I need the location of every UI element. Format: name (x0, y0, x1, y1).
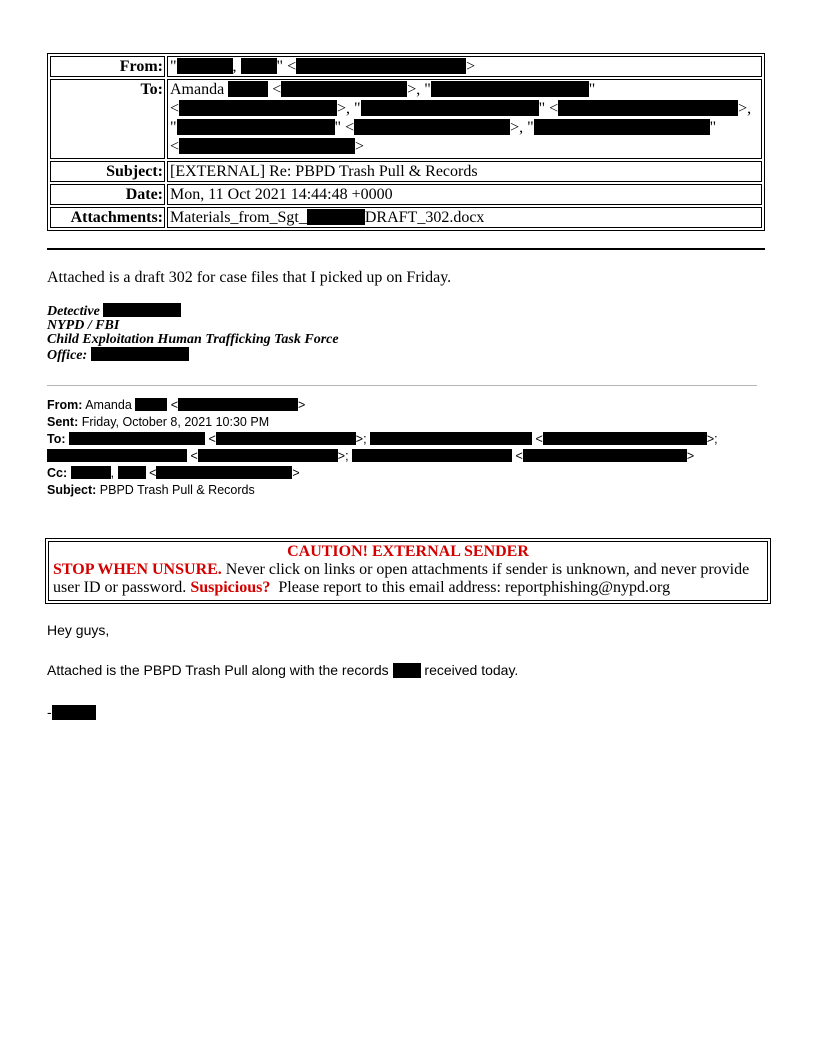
fwd-subject-label: Subject: (47, 483, 97, 497)
fwd-subject-value: PBPD Trash Pull & Records (99, 483, 255, 497)
subject-label: Subject: (50, 161, 165, 182)
redaction (281, 81, 407, 97)
subject-row (50, 161, 762, 182)
redaction (307, 209, 365, 225)
to-value: Amanda < >, " " < >, " " < >, " " < >, " " < > (167, 79, 762, 159)
warning-title: CAUTION! EXTERNAL SENDER (287, 543, 529, 560)
redaction (241, 58, 277, 74)
quoted-message-divider (47, 385, 757, 386)
warning-suspicious: Suspicious? (190, 579, 271, 596)
date-label: Date: (50, 184, 165, 205)
warning-text-2: user ID or password. (53, 579, 191, 596)
signature-task-force: Child Exploitation Human Trafficking Task Force (47, 332, 339, 347)
signature-title: Detective (47, 304, 100, 319)
redaction (354, 119, 510, 135)
to-label: To: (50, 79, 165, 159)
redaction (558, 100, 738, 116)
redaction (534, 119, 710, 135)
attachments-value[interactable] (167, 207, 762, 228)
redaction (352, 449, 512, 462)
fwd-from-value: Amanda (85, 398, 132, 412)
fwd-from-label: From: (47, 398, 83, 412)
redaction (71, 466, 111, 479)
warning-stop: STOP WHEN UNSURE. (53, 561, 222, 578)
intro-text: Attached is a draft 302 for case files that I picked up on Friday. (47, 269, 452, 286)
redaction (296, 58, 466, 74)
warning-text: Never click on links or open attachments if sender is unknown, and never provide (221, 561, 750, 578)
greeting: Hey guys, (47, 622, 110, 638)
redaction (523, 449, 687, 462)
redaction (118, 466, 146, 479)
redaction (135, 398, 167, 411)
warning-report-text: Please report to this email address: reportphishing@nypd.org (270, 579, 671, 596)
attachment-suffix: DRAFT_302.docx (364, 209, 485, 226)
redaction (370, 432, 532, 445)
redaction (91, 347, 189, 361)
fwd-cc-label: Cc: (47, 466, 68, 480)
date-value: Mon, 11 Oct 2021 14:44:48 +0000 (167, 184, 762, 205)
fwd-to-label: To: (47, 432, 66, 446)
redaction (52, 705, 96, 720)
redaction (177, 58, 233, 74)
redaction (47, 449, 187, 462)
signoff: - (47, 704, 96, 720)
from-value: " , " < > (167, 56, 762, 77)
date-row (50, 184, 762, 205)
redaction (177, 119, 335, 135)
signature-block (47, 303, 339, 363)
subject-value: [EXTERNAL] Re: PBPD Trash Pull & Records (167, 161, 762, 182)
redaction (103, 303, 181, 317)
to-first-name: Amanda (170, 81, 225, 98)
redaction (198, 449, 338, 462)
redaction (216, 432, 356, 445)
attachments-row (50, 207, 762, 228)
redaction (393, 663, 421, 678)
from-label: From: (50, 56, 165, 77)
redaction (431, 81, 589, 97)
to-row (50, 79, 762, 159)
attachments-label: Attachments: (50, 207, 165, 228)
redaction (179, 138, 355, 154)
signature-agency: NYPD / FBI (47, 318, 120, 333)
fwd-sent-value: Friday, October 8, 2021 10:30 PM (81, 415, 270, 429)
signature-office-label: Office: (47, 348, 88, 363)
redaction (179, 100, 337, 116)
redaction (228, 81, 268, 97)
header-divider (47, 248, 765, 250)
fwd-sent-label: Sent: (47, 415, 79, 429)
redaction (543, 432, 707, 445)
redaction (156, 466, 292, 479)
redaction (178, 398, 298, 411)
quoted-message-header: From: Amanda < > Sent: Friday, October 8, 2021 10:30 PM To: < >; < >; < >; < > Cc: , < > Subject: PBPD Trash Pull & Records (47, 398, 718, 497)
attachment-prefix: Materials_from_Sgt_ (170, 209, 307, 226)
body-line: Attached is the PBPD Trash Pull along with the records received today. (47, 662, 519, 678)
redaction (69, 432, 205, 445)
redaction (361, 100, 539, 116)
external-sender-warning (45, 538, 771, 604)
email-header-table (47, 53, 765, 231)
from-row (50, 56, 762, 77)
